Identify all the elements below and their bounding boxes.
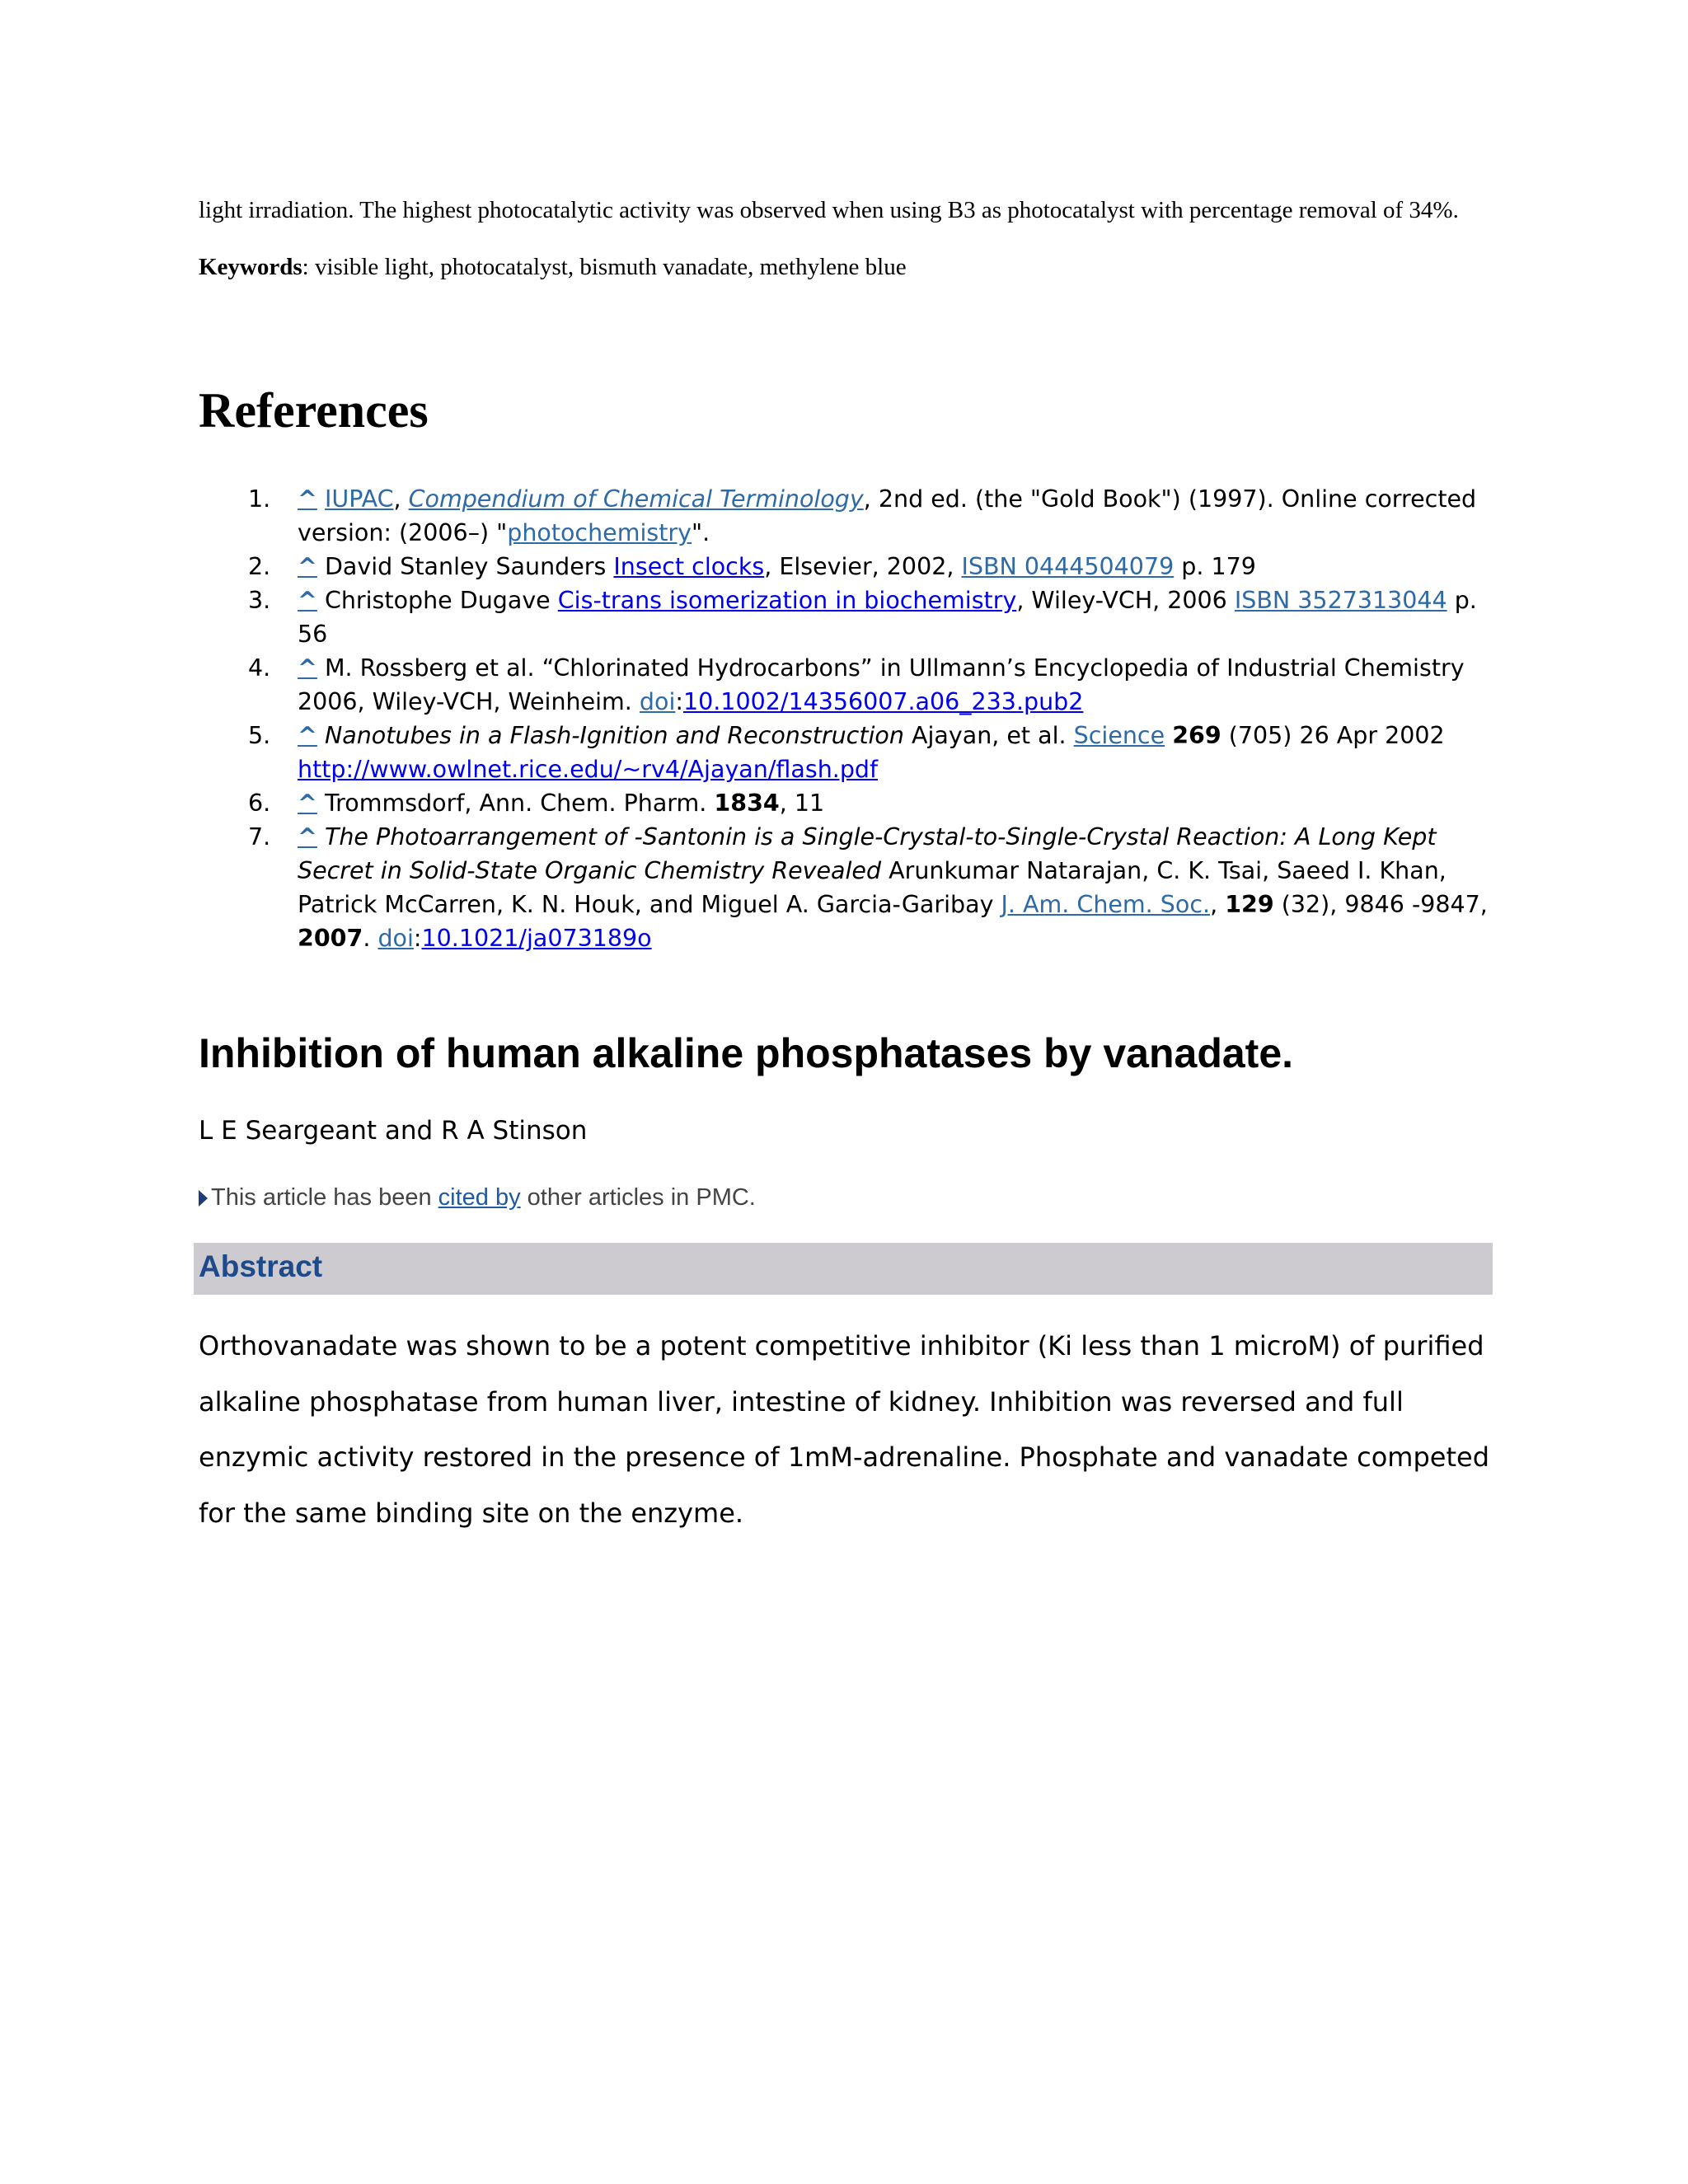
- article-authors: L E Seargeant and R A Stinson: [199, 1116, 588, 1146]
- link-cis-trans[interactable]: Cis-trans isomerization in biochemistry: [557, 587, 1017, 614]
- ref-text: Trommsdorf, Ann. Chem. Pharm.: [316, 790, 715, 817]
- ref-text: David Stanley Saunders: [316, 553, 614, 580]
- ref-title: Nanotubes in a Flash-Ignition and Reconstruction: [316, 722, 904, 749]
- reference-item-1: [199, 482, 1501, 550]
- link-science[interactable]: Science: [1073, 722, 1165, 749]
- ref-text: , 11: [779, 790, 825, 817]
- ref-text: Arunkumar Natarajan, C. K. Tsai, Saeed I. Khan, Patrick McCarren, K. N. Houk, and Miguel A. Garcia-Garibay: [298, 857, 1447, 918]
- keywords-line: [199, 253, 1484, 281]
- keywords-text: : visible light, photocatalyst, bismuth vanadate, methylene blue: [302, 254, 907, 280]
- references-heading: References: [199, 383, 429, 438]
- cited-text: other articles in PMC.: [520, 1184, 756, 1211]
- backlink-caret[interactable]: ^: [298, 654, 317, 682]
- ref-text: (705) 26 Apr 2002: [1221, 722, 1445, 749]
- backlink-caret[interactable]: ^: [298, 485, 317, 513]
- ref-text: Ajayan, et al.: [903, 722, 1074, 749]
- ref-text: M. Rossberg et al. “Chlorinated Hydrocarbons” in Ullmann’s Encyclopedia of Industrial Chemistry 2006, Wiley-VCH, Weinheim.: [298, 654, 1465, 715]
- ref-title: The Photoarrangement of -Santonin is a Single-Crystal-to-Single-Crystal Reaction: A Long Kept Secret in Solid-State Organic Chemistry Revealed: [298, 823, 1437, 884]
- abstract-heading: Abstract: [199, 1249, 323, 1283]
- ref-text: , 2nd ed. (the "Gold Book") (1997). Online corrected version: (2006–) ": [298, 485, 1477, 546]
- references-list: [199, 482, 1501, 955]
- ref-volume: 129: [1225, 891, 1274, 918]
- reference-number: 2.: [248, 553, 271, 580]
- reference-number: 6.: [248, 790, 271, 817]
- backlink-caret[interactable]: ^: [298, 722, 317, 749]
- link-isbn[interactable]: ISBN 0444504079: [961, 553, 1175, 580]
- backlink-caret[interactable]: ^: [298, 790, 317, 817]
- link-doi-label[interactable]: doi: [377, 925, 414, 952]
- reference-number: 7.: [248, 823, 271, 851]
- link-iupac[interactable]: IUPAC: [324, 485, 394, 513]
- cited-by-link[interactable]: cited by: [438, 1184, 521, 1211]
- link-flash-pdf[interactable]: http://www.owlnet.rice.edu/~rv4/Ajayan/flash.pdf: [298, 756, 879, 783]
- reference-number: 5.: [248, 722, 271, 749]
- reference-item-3: [199, 583, 1501, 651]
- link-doi[interactable]: 10.1002/14356007.a06_233.pub2: [682, 688, 1084, 715]
- previous-abstract-tail: light irradiation. The highest photocatalytic activity was observed when using B3 as photocatalyst with percentage removal of 34%.: [199, 197, 1459, 223]
- abstract-header-bar: [194, 1243, 1493, 1295]
- reference-number: 3.: [248, 587, 271, 614]
- reference-number: 1.: [248, 485, 271, 513]
- reference-item-7: [199, 820, 1501, 955]
- ref-text: :: [675, 688, 683, 715]
- ref-text: p. 56: [298, 587, 1477, 648]
- backlink-caret[interactable]: ^: [298, 823, 317, 851]
- link-doi-label[interactable]: doi: [639, 688, 676, 715]
- backlink-caret[interactable]: ^: [298, 553, 317, 580]
- reference-item-5: [199, 719, 1501, 786]
- cited-text: This article has been: [211, 1184, 438, 1211]
- ref-volume: 269: [1172, 722, 1221, 749]
- ref-text: Christophe Dugave: [316, 587, 558, 614]
- expand-triangle-icon[interactable]: [199, 1190, 208, 1207]
- ref-text: ".: [692, 519, 710, 546]
- cited-by-notice: [199, 1182, 756, 1213]
- article-title: Inhibition of human alkaline phosphatases by vanadate.: [199, 1030, 1294, 1076]
- backlink-caret[interactable]: ^: [298, 587, 317, 614]
- link-compendium[interactable]: Compendium of Chemical Terminology: [408, 485, 864, 513]
- reference-item-2: [199, 550, 1501, 583]
- link-doi[interactable]: 10.1021/ja073189o: [421, 925, 652, 952]
- ref-text: ,: [393, 485, 409, 513]
- keywords-label: Keywords: [199, 254, 302, 280]
- reference-number: 4.: [248, 654, 271, 682]
- ref-text: , Wiley-VCH, 2006: [1016, 587, 1235, 614]
- abstract-body: Orthovanadate was shown to be a potent competitive inhibitor (Ki less than 1 microM) of purified alkaline phosphatase from human liver, intestine of kidney. Inhibition was reversed and full enzymic activity restored in the presence of 1mM-adrenaline. Phosphate and vanadate competed for the same binding site on the enzyme.: [199, 1330, 1490, 1529]
- ref-text: (32), 9846 -9847,: [1273, 891, 1488, 918]
- ref-text: [1165, 722, 1172, 749]
- link-isbn[interactable]: ISBN 3527313044: [1234, 587, 1447, 614]
- reference-item-4: [199, 651, 1501, 719]
- reference-item-6: [199, 786, 1501, 820]
- link-insect-clocks[interactable]: Insect clocks: [613, 553, 765, 580]
- ref-text: , Elsevier, 2002,: [764, 553, 962, 580]
- ref-text: .: [363, 925, 378, 952]
- ref-year: 1834: [714, 790, 780, 817]
- link-photochemistry[interactable]: photochemistry: [507, 519, 692, 546]
- ref-text: :: [413, 925, 422, 952]
- ref-text: p. 179: [1174, 553, 1256, 580]
- link-jacs[interactable]: J. Am. Chem. Soc.: [1001, 891, 1211, 918]
- ref-year: 2007: [298, 925, 363, 952]
- ref-text: ,: [1210, 891, 1226, 918]
